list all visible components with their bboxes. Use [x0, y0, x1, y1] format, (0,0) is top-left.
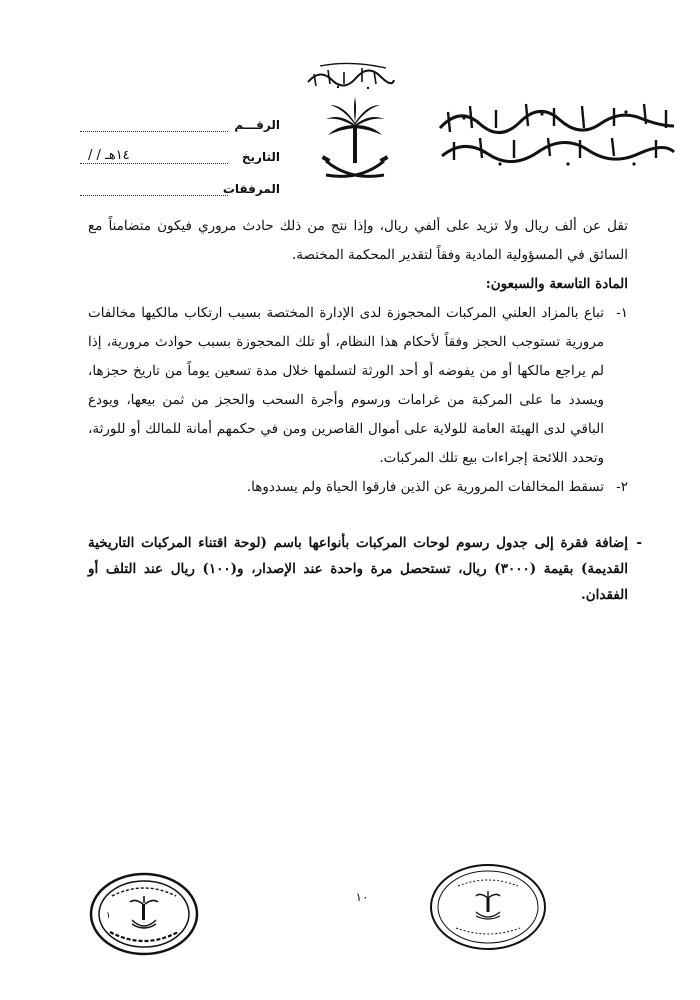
paragraph-continuation: تقل عن ألف ريال ولا تزيد على ألفي ريال، وإذا نتج من ذلك حادث مروري فيكون متضامناً مع السائق في المسؤولية المادية وفقاً لتقدير المحكمة المختصة. [88, 218, 628, 263]
addition-text: إضافة فقرة إلى جدول رسوم لوحات المركبات بأنواعها باسم (لوحة اقتناء المركبات التاريخية القديمة) بقيمة (٣٠٠٠) ريال، تستحصل مرة واحدة عند الإصدار، و(١٠٠) ريال عند التلف أو الفقدان. [88, 535, 628, 603]
attachments-field [80, 181, 228, 196]
item-number: ١- [616, 305, 628, 321]
saudi-emblem-icon [320, 95, 390, 187]
page-number: ١٠ [355, 890, 369, 904]
item-number: ٢- [616, 479, 628, 495]
basmala-calligraphy [300, 62, 400, 92]
attachments-label: المرفقات [222, 182, 280, 196]
item-text: تباع بالمزاد العلني المركبات المحجوزة لدى الإدارة المختصة بسبب ارتكاب مالكيها مخالفات مرورية تستوجب الحجز وفقاً لأحكام هذا النظام، أو تلك المحجوزة بسبب حوادث مرورية، إذا لم يراجع مالكها أو من يفوضه أو أحد الورثة لتسلمها خلال مدة تسعين يوماً من تاريخ حجزها، ويسدد ما على المركبة من غرامات ورسوم وأجرة السحب والحجز من ثمن بيعها، ويودع الباقي لدى الهيئة العامة للولاية على أموال القاصرين ومن في حكمهم أمانة للمالك أو للورثة، وتحدد اللائحة إجراءات بيع تلك المركبات. [88, 305, 604, 466]
official-stamp-right [428, 862, 548, 952]
reference-block [80, 100, 280, 196]
date-row [80, 132, 280, 164]
stamp-left-number: ١ [106, 911, 111, 921]
official-stamp-left [88, 870, 200, 958]
reference-row [80, 100, 280, 132]
fee-addition-paragraph [88, 530, 642, 608]
reference-field [80, 117, 228, 132]
date-label: التاريخ [241, 150, 280, 164]
article-item-1 [88, 299, 628, 473]
date-value: / / ١٤هـ [88, 148, 130, 163]
attachments-row [80, 164, 280, 196]
bullet-dash: - [636, 535, 642, 551]
article-item-2 [88, 473, 628, 502]
article-heading: المادة التاسعة والسبعون: [485, 276, 628, 292]
org-calligraphy-logo [430, 98, 680, 170]
document-body [88, 212, 628, 502]
reference-label: الرقـــم [234, 118, 280, 132]
item-text: تسقط المخالفات المرورية عن الذين فارقوا الحياة ولم يسددوها. [246, 479, 604, 495]
date-field [80, 149, 228, 164]
